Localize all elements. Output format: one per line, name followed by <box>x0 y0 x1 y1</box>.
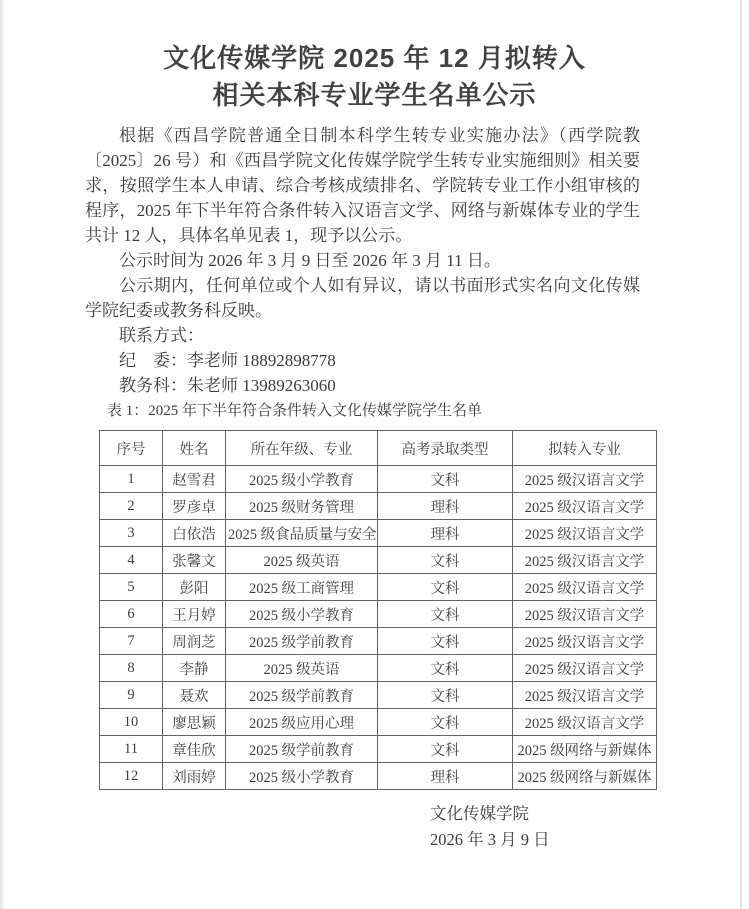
table-cell: 1 <box>100 466 163 493</box>
table-cell: 彭阳 <box>163 574 226 601</box>
table-cell: 王月婷 <box>163 601 226 628</box>
table-cell: 文科 <box>378 736 513 763</box>
document-title-line2: 相关本科专业学生名单公示 <box>212 80 537 110</box>
table-cell: 理科 <box>378 493 513 520</box>
table-header-row <box>100 431 657 466</box>
table-cell: 2025 级学前教育 <box>226 628 378 655</box>
table-cell: 刘雨婷 <box>163 763 226 790</box>
paragraph-basis: 根据《西昌学院普通全日制本科学生转专业实施办法》（西学院教〔2025〕26 号）和《西昌学院文化传媒学院学生转专业实施细则》相关要求，按照学生本人申请、综合考核成绩排名、学院转专业工作小组审核的程序，2025 年下半年符合条件转入汉语言文学、网络与新媒体专业的学生共计 12 人，具体名单见表 1，现予以公示。 <box>85 126 640 245</box>
table-cell: 章佳欣 <box>163 736 226 763</box>
table-row <box>100 547 657 574</box>
table-row <box>100 709 657 736</box>
table-cell: 9 <box>100 682 163 709</box>
header-current-grade-major: 所在年级、专业 <box>226 431 378 466</box>
table-cell: 6 <box>100 601 163 628</box>
table-cell: 8 <box>100 655 163 682</box>
contact-academic-office: 教务科：朱老师 13989263060 <box>119 376 336 395</box>
header-serial-number: 序号 <box>100 431 163 466</box>
table-cell: 2025 级汉语言文学 <box>513 574 657 601</box>
table-cell: 白依浩 <box>163 520 226 547</box>
paragraph-publicity-period: 公示时间为 2026 年 3 月 9 日至 2026 年 3 月 11 日。 <box>119 251 501 270</box>
table-cell: 廖思颖 <box>163 709 226 736</box>
table-cell: 周润芝 <box>163 628 226 655</box>
table-cell: 文科 <box>378 601 513 628</box>
table-cell: 2025 级网络与新媒体 <box>513 763 657 790</box>
table-cell: 2025 级网络与新媒体 <box>513 736 657 763</box>
table-cell: 2025 级食品质量与安全 <box>226 520 378 547</box>
document-title-line1: 文化传媒学院 2025 年 12 月拟转入 <box>163 43 586 73</box>
table-row <box>100 736 657 763</box>
table-cell: 文科 <box>378 682 513 709</box>
table-cell: 2025 级汉语言文学 <box>513 655 657 682</box>
table-cell: 5 <box>100 574 163 601</box>
table-cell: 2025 级小学教育 <box>226 601 378 628</box>
table-row <box>100 574 657 601</box>
table-cell: 2025 级学前教育 <box>226 736 378 763</box>
table-cell: 2025 级汉语言文学 <box>513 709 657 736</box>
table-cell: 2025 级小学教育 <box>226 466 378 493</box>
table-cell: 2025 级应用心理 <box>226 709 378 736</box>
table-cell: 2 <box>100 493 163 520</box>
table-cell: 10 <box>100 709 163 736</box>
table-cell: 罗彦卓 <box>163 493 226 520</box>
table-row <box>100 493 657 520</box>
table-cell: 12 <box>100 763 163 790</box>
table-row <box>100 601 657 628</box>
table-cell: 文科 <box>378 466 513 493</box>
scan-edge-right <box>740 0 742 909</box>
table-cell: 11 <box>100 736 163 763</box>
table-row <box>100 628 657 655</box>
contact-label: 联系方式： <box>119 326 204 345</box>
table-cell: 赵雪君 <box>163 466 226 493</box>
table-row <box>100 520 657 547</box>
student-roster-table <box>99 430 657 790</box>
paragraph-objection: 公示期内，任何单位或个人如有异议，请以书面形式实名向文化传媒学院纪委或教务科反映。 <box>85 276 640 320</box>
table-cell: 2025 级英语 <box>226 655 378 682</box>
table-cell: 2025 级汉语言文学 <box>513 547 657 574</box>
signature-block <box>430 801 749 853</box>
table-caption: 表 1：2025 年下半年符合条件转入文化传媒学院学生名单 <box>107 403 483 419</box>
table-cell: 张馨文 <box>163 547 226 574</box>
table-cell: 7 <box>100 628 163 655</box>
table-cell: 2025 级财务管理 <box>226 493 378 520</box>
table-row <box>100 466 657 493</box>
table-row <box>100 682 657 709</box>
table-cell: 4 <box>100 547 163 574</box>
table-cell: 文科 <box>378 709 513 736</box>
table-cell: 理科 <box>378 763 513 790</box>
scan-edge-left <box>0 0 4 909</box>
table-cell: 2025 级汉语言文学 <box>513 601 657 628</box>
table-cell: 文科 <box>378 628 513 655</box>
table-cell: 3 <box>100 520 163 547</box>
header-target-major: 拟转入专业 <box>513 431 657 466</box>
table-row <box>100 763 657 790</box>
table-cell: 2025 级汉语言文学 <box>513 628 657 655</box>
table-cell: 理科 <box>378 520 513 547</box>
table-cell: 李静 <box>163 655 226 682</box>
table-cell: 聂欢 <box>163 682 226 709</box>
table-cell: 2025 级汉语言文学 <box>513 520 657 547</box>
contact-discipline-committee: 纪 委：李老师 18892898778 <box>119 351 336 370</box>
table-cell: 文科 <box>378 655 513 682</box>
table-cell: 2025 级学前教育 <box>226 682 378 709</box>
header-gaokao-admission-type: 高考录取类型 <box>378 431 513 466</box>
table-cell: 2025 级汉语言文学 <box>513 682 657 709</box>
table-row <box>100 655 657 682</box>
table-cell: 2025 级汉语言文学 <box>513 493 657 520</box>
table-cell: 2025 级小学教育 <box>226 763 378 790</box>
table-body <box>100 466 657 790</box>
header-name: 姓名 <box>163 431 226 466</box>
table-cell: 2025 级工商管理 <box>226 574 378 601</box>
table-cell: 2025 级汉语言文学 <box>513 466 657 493</box>
signature-college: 文化传媒学院 <box>430 804 529 823</box>
document-body <box>85 123 640 398</box>
document-title <box>0 40 749 114</box>
signature-date: 2026 年 3 月 9 日 <box>430 830 550 849</box>
table-cell: 文科 <box>378 574 513 601</box>
table-cell: 2025 级英语 <box>226 547 378 574</box>
table-cell: 文科 <box>378 547 513 574</box>
